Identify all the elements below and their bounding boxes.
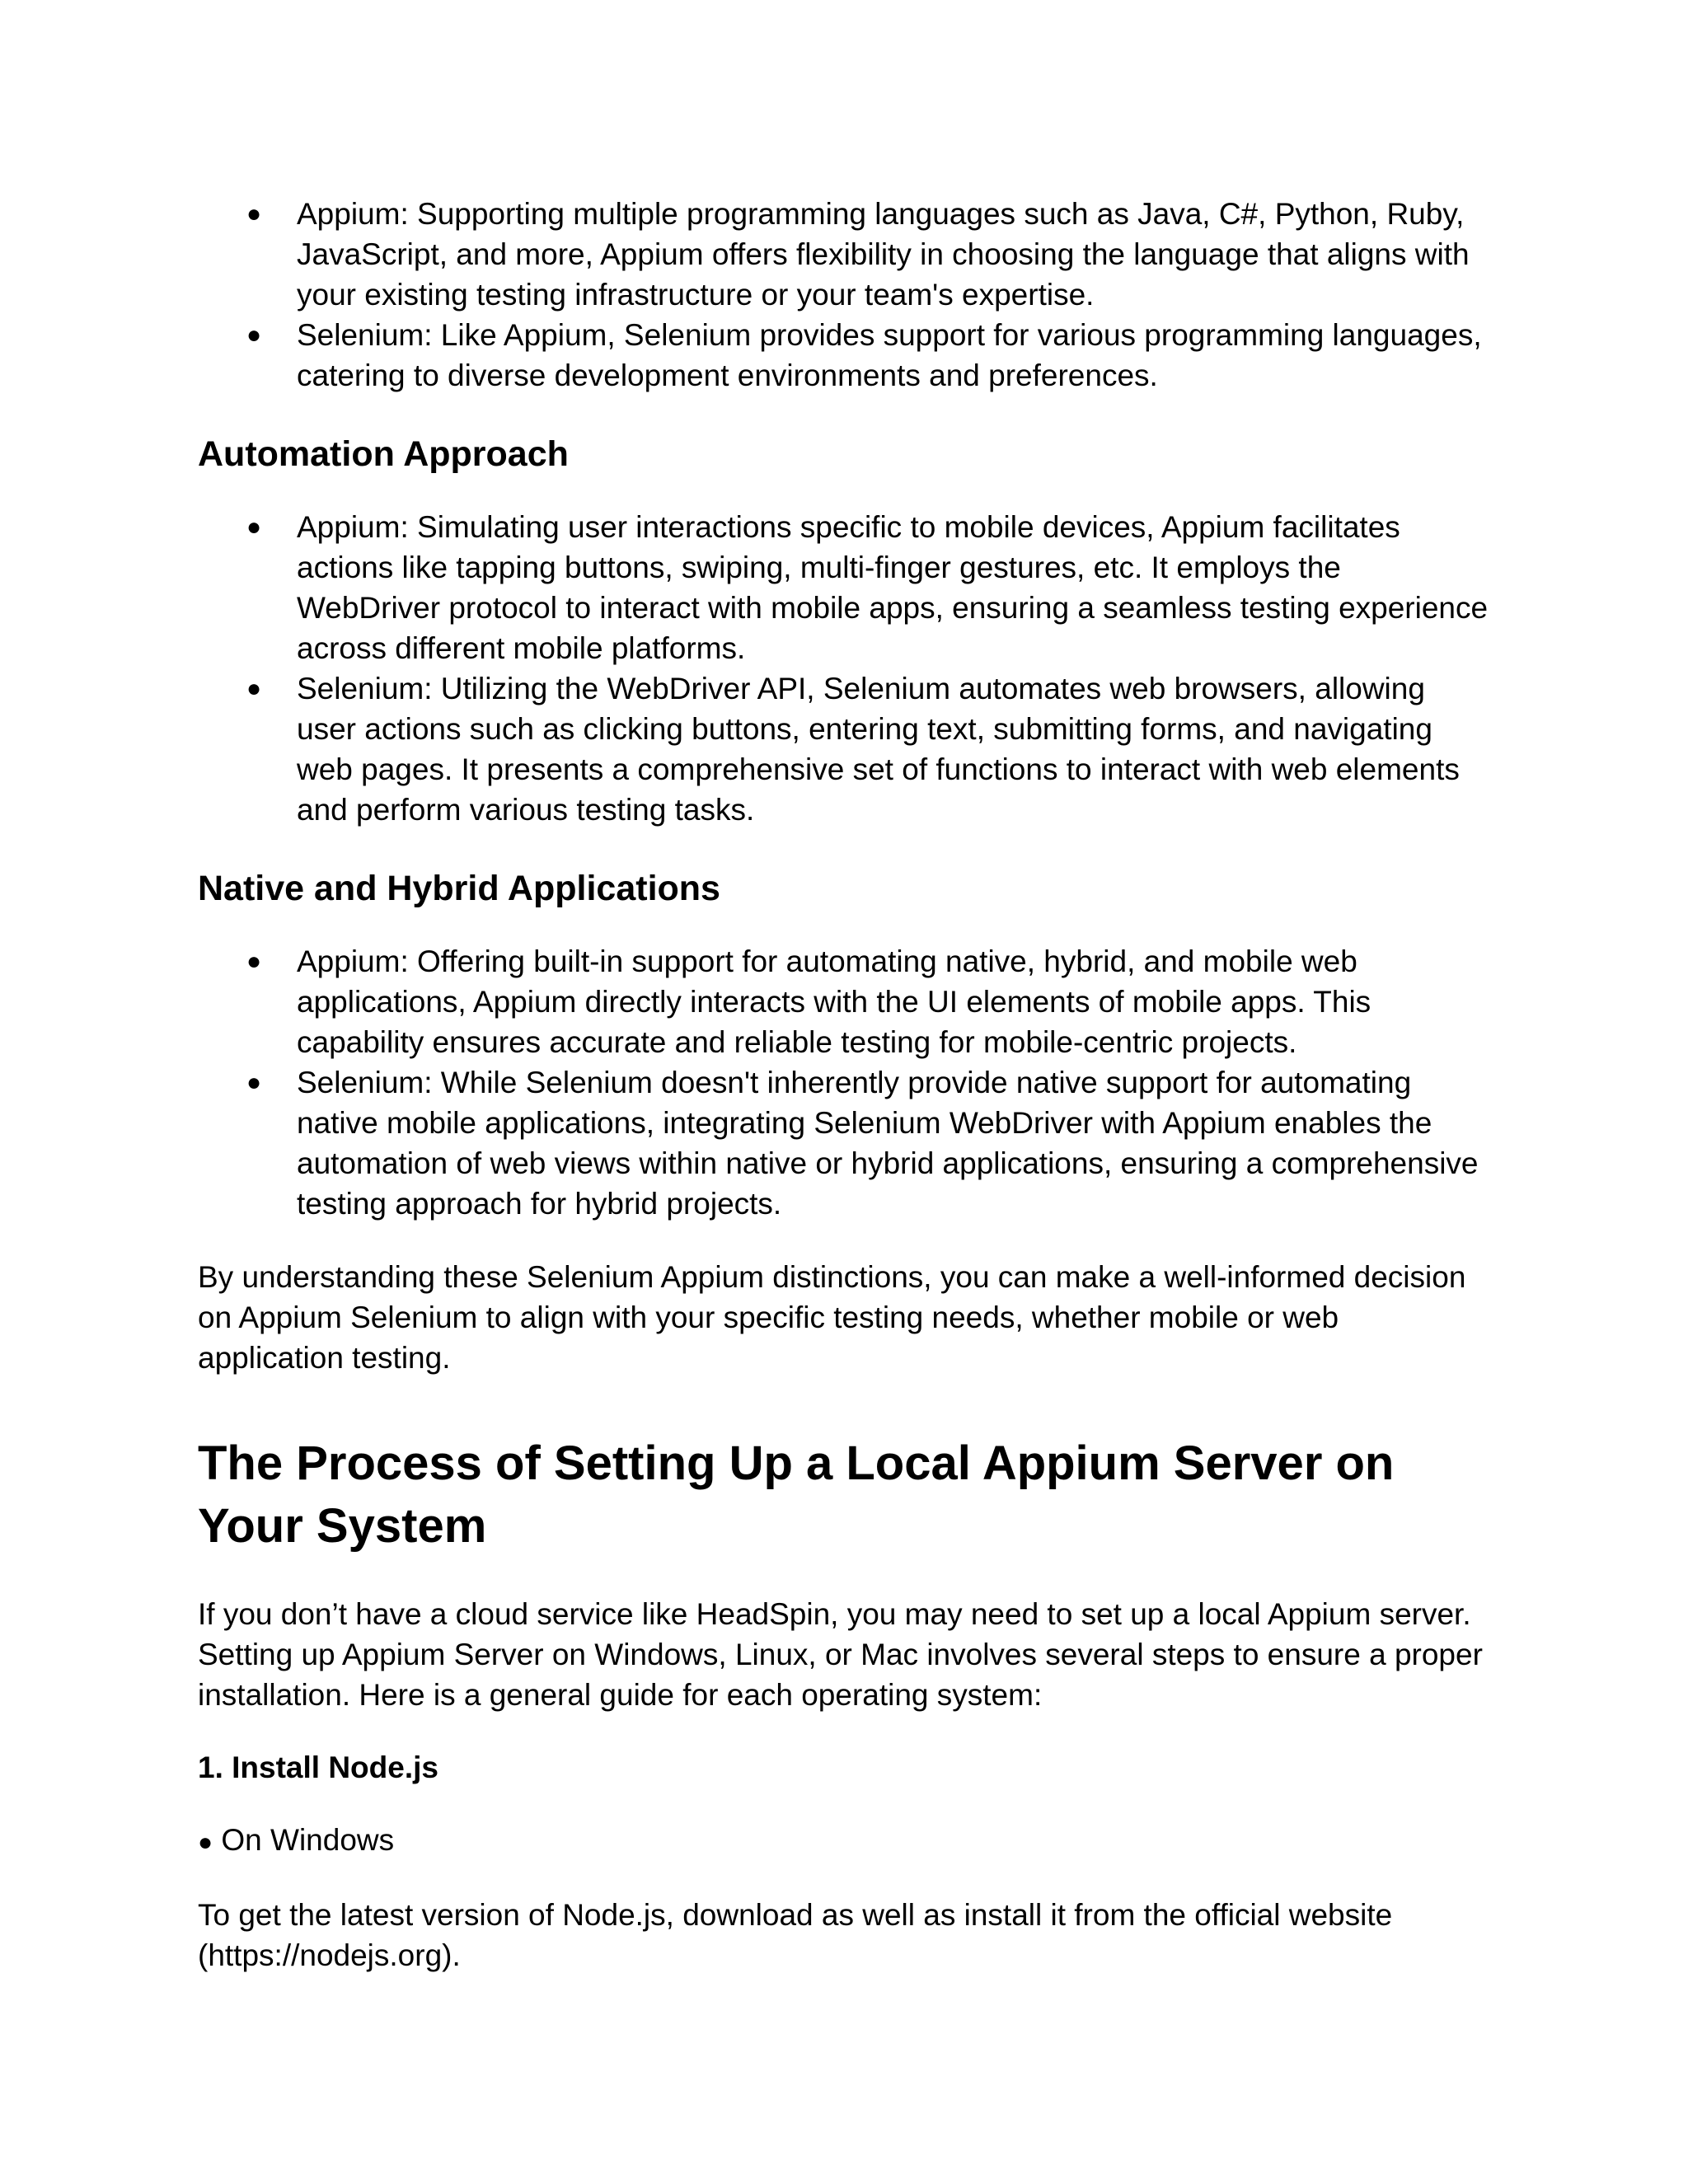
automation-approach-heading: Automation Approach — [198, 434, 569, 474]
list-item — [198, 194, 1492, 315]
windows-install-paragraph: To get the latest version of Node.js, download as well as install it from the official website (https://nodejs.org). — [198, 1898, 1393, 1972]
bullet-icon: ● — [246, 1069, 262, 1096]
setup-intro-paragraph: If you don’t have a cloud service like HeadSpin, you may need to set up a local Appium server. Setting up Appium Server on Windows, Linux, or Mac involves several steps to ensure a proper installation. Here is a general guide for each operating system: — [198, 1597, 1483, 1712]
list-item — [198, 668, 1492, 830]
list-item — [198, 315, 1492, 396]
os-windows-text: On Windows — [221, 1823, 395, 1857]
list-item — [198, 507, 1492, 668]
conclusion-paragraph: By understanding these Selenium Appium distinctions, you can make a well-informed decision on Appium Selenium to align with your specific testing needs, whether mobile or web application testing. — [198, 1260, 1466, 1375]
bullet-icon: ● — [246, 675, 262, 702]
document-content — [198, 194, 1492, 1975]
bullet-icon: ● — [246, 321, 262, 349]
bullet-icon: ● — [246, 948, 262, 975]
bullet-icon: ● — [198, 1829, 213, 1856]
native-hybrid-heading: Native and Hybrid Applications — [198, 869, 720, 908]
bullet-icon: ● — [246, 200, 262, 227]
list-item-text: Selenium: While Selenium doesn't inherently provide native support for automating native mobile applications, integrating Selenium WebDriver with Appium enables the automation of web views within native or hybrid applications, ensuring a comprehensive testing approach for hybrid projects. — [297, 1066, 1479, 1221]
native-hybrid-list — [198, 941, 1492, 1224]
automation-approach-list — [198, 507, 1492, 830]
list-item-text: Selenium: Utilizing the WebDriver API, Selenium automates web browsers, allowing user actions such as clicking buttons, entering text, submitting forms, and navigating web pages. It presents a comprehensive set of functions to interact with web elements and perform various testing tasks. — [297, 672, 1460, 827]
os-windows-label — [198, 1820, 1492, 1863]
list-item-text: Appium: Supporting multiple programming languages such as Java, C#, Python, Ruby, JavaScript, and more, Appium offers flexibility in choosing the language that aligns with your existing testing infrastructure or your team's expertise. — [297, 197, 1470, 312]
intro-language-list — [198, 194, 1492, 396]
list-item — [198, 1062, 1492, 1224]
step-1-title: 1. Install Node.js — [198, 1750, 438, 1784]
list-item-text: Appium: Offering built-in support for automating native, hybrid, and mobile web applications, Appium directly interacts with the UI elements of mobile apps. This capability ensures accurate and reliable testing for mobile-centric projects. — [297, 944, 1372, 1059]
list-item — [198, 941, 1492, 1062]
list-item-text: Appium: Simulating user interactions specific to mobile devices, Appium facilitates actions like tapping buttons, swiping, multi-finger gestures, etc. It employs the WebDriver protocol to interact with mobile apps, ensuring a seamless testing experience across different mobile platforms. — [297, 510, 1489, 665]
setup-section-heading: The Process of Setting Up a Local Appium Server on Your System — [198, 1436, 1395, 1553]
bullet-icon: ● — [246, 513, 262, 541]
list-item-text: Selenium: Like Appium, Selenium provides support for various programming languages, catering to diverse development environments and preferences. — [297, 318, 1482, 392]
